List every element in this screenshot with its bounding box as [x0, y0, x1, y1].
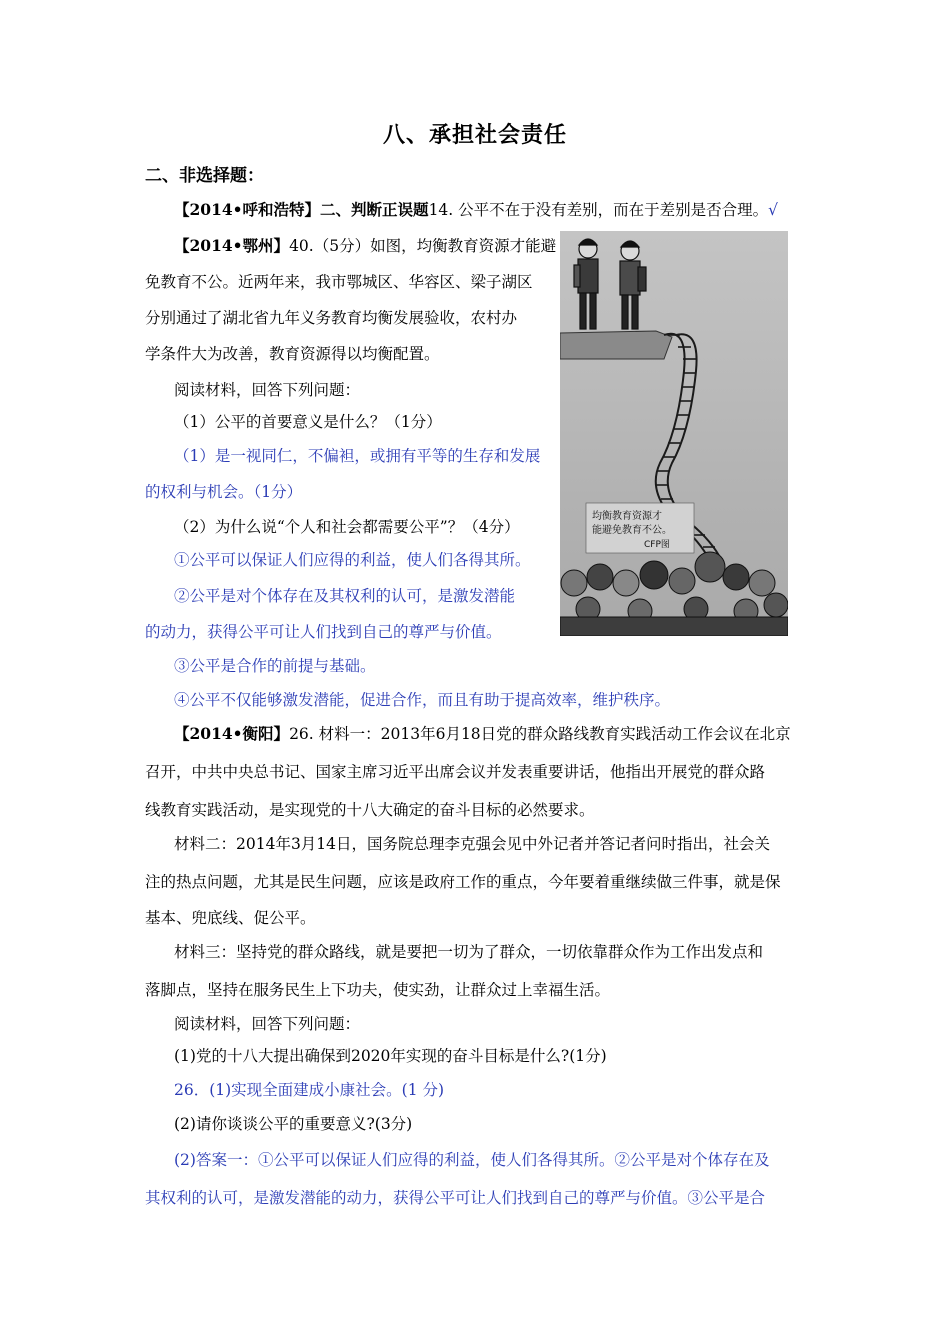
answer-2-point-4: ④公平不仅能够激发潜能，促进合作，而且有助于提高效率，维护秩序。 [174, 691, 671, 709]
answer-2-point-3: ③公平是合作的前提与基础。 [174, 657, 376, 675]
cartoon-illustration [560, 231, 788, 636]
answer-2-point-1: ①公平可以保证人们应得的利益，使人们各得其所。 [174, 551, 531, 569]
material-3-line-2: 落脚点，坚持在服务民生上下功夫，使实劲，让群众过上幸福生活。 [145, 981, 611, 999]
question-hengyang-line-1: 【2014•衡阳】26. 材料一：2013年6月18日党的群众路线教育实践活动工作会议在北京 [174, 724, 791, 743]
question-ezhou-line-4: 学条件大为改善，教育资源得以均衡配置。 [145, 345, 440, 363]
question-source-tag: 【2014•衡阳】 [174, 724, 290, 743]
question-ezhou-line-1: 【2014•鄂州】40.（5分）如图，均衡教育资源才能避 [174, 236, 557, 255]
section-heading: 二、非选择题： [145, 166, 264, 186]
answer-2-line-2: 其权利的认可，是激发潜能的动力，获得公平可让人们找到自己的尊严与价值。③公平是合 [145, 1189, 766, 1207]
instruction: 阅读材料，回答下列问题： [174, 1015, 361, 1033]
material-2-line-1: 材料二：2014年3月14日，国务院总理李克强会见中外记者并答记者问时指出，社会关 [174, 835, 771, 853]
material-2-line-3: 基本、兜底线、促公平。 [145, 909, 316, 927]
question-source-tag: 【2014•鄂州】 [174, 236, 290, 255]
answer-2-point-2-cont: 的动力，获得公平可让人们找到自己的尊严与价值。 [145, 623, 502, 641]
question-hengyang-line-3: 线教育实践活动，是实现党的十八大确定的奋斗目标的必然要求。 [145, 801, 595, 819]
question-ezhou-line-2: 免教育不公。近两年来，我市鄂城区、华容区、梁子湖区 [145, 273, 533, 291]
instruction: 阅读材料，回答下列问题： [174, 381, 361, 399]
question-text: 14. 公平不在于没有差别，而在于差别是否合理。 [428, 201, 769, 219]
cartoon-figure [560, 231, 788, 636]
material-2-line-2: 注的热点问题，尤其是民生问题，应该是政府工作的重点，今年要着重继续做三件事，就是保 [145, 873, 781, 891]
answer-1-line-1: （1）是一视同仁，不偏袒，或拥有平等的生存和发展 [174, 447, 541, 465]
sub-question-2: (2)请你谈谈公平的重要意义?(3分) [174, 1115, 413, 1133]
question-source-tag: 【2014•呼和浩特】二、判断正误题 [174, 200, 429, 219]
sub-question-2: （2）为什么说“个人和社会都需要公平”？（4分） [174, 518, 520, 536]
question-hengyang-line-2: 召开，中共中央总书记、国家主席习近平出席会议并发表重要讲话，他指出开展党的群众路 [145, 763, 766, 781]
answer-1-line-2: 的权利与机会。（1分） [145, 483, 303, 501]
answer-2-line-1: (2)答案一：①公平可以保证人们应得的利益，使人们各得其所。②公平是对个体存在及 [174, 1151, 770, 1169]
answer-2-point-2: ②公平是对个体存在及其权利的认可，是激发潜能 [174, 587, 516, 605]
question-hohhot [174, 200, 778, 220]
figure-caption-line-2: 能避免教育不公。 [592, 525, 672, 536]
figure-caption-line-1: 均衡教育资源才 [592, 511, 662, 522]
material-3-line-1: 材料三：坚持党的群众路线，就是要把一切为了群众，一切依靠群众作为工作出发点和 [174, 943, 764, 961]
answer-1: 26．(1)实现全面建成小康社会。(1 分) [174, 1081, 445, 1099]
question-ezhou-line-3: 分别通过了湖北省九年义务教育均衡发展验收，农村办 [145, 309, 518, 327]
sub-question-1: (1)党的十八大提出确保到2020年实现的奋斗目标是什么?(1分) [174, 1047, 607, 1065]
page-title: 八、承担社会责任 [382, 122, 567, 148]
figure-caption-credit: CFP图 [644, 540, 670, 550]
sub-question-1: （1）公平的首要意义是什么？（1分） [174, 413, 442, 431]
answer-mark: √ [768, 201, 779, 219]
